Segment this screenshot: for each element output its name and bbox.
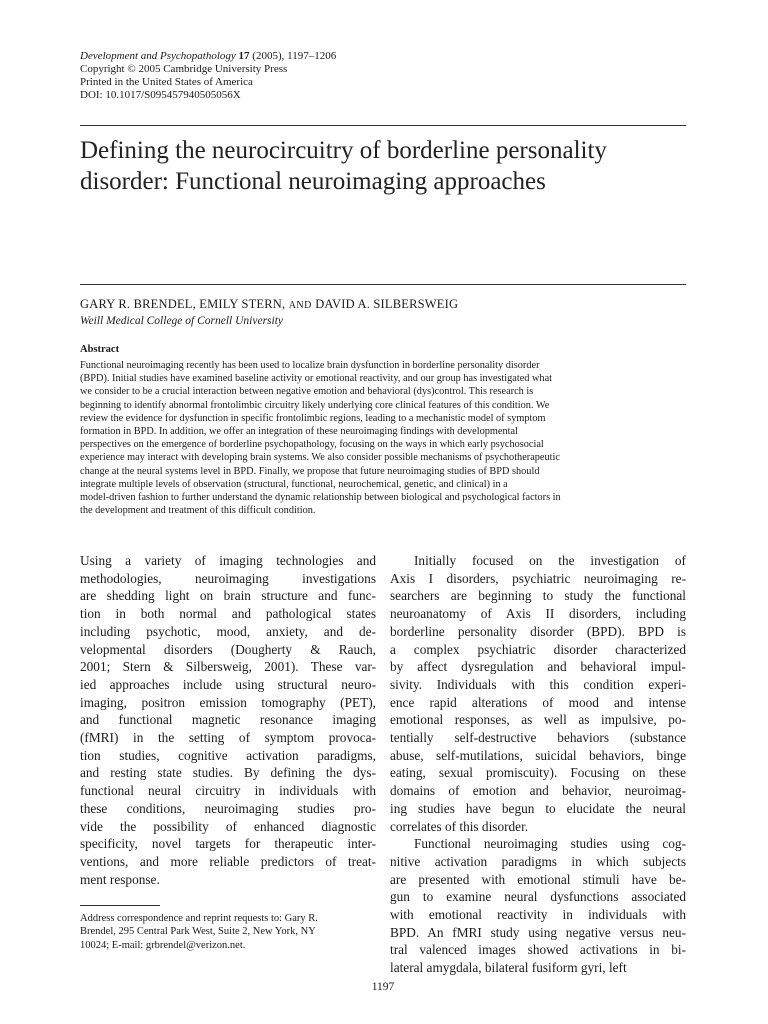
authors-part2: DAVID A. SILBERSWEIG	[315, 297, 459, 311]
body-text-line: functional neural circuitry in individuals with	[80, 783, 376, 799]
body-text-line: abuse, self-mutilations, suicidal behaviors, binge	[390, 747, 686, 763]
body-text-line: tion in both normal and pathological states	[80, 606, 376, 622]
body-text-line: (fMRI) in the setting of symptom provoca-	[80, 730, 376, 746]
journal-masthead	[80, 50, 336, 102]
body-text-line: with emotional reactivity in individuals with	[390, 907, 686, 923]
article-title: Defining the neurocircuitry of borderline personality disorder: Functional neuroimaging approaches	[80, 137, 607, 195]
body-text-line: imaging, positron emission tomography (PET),	[80, 694, 376, 710]
body-text-line: specificity, novel targets for therapeutic inter-	[80, 836, 376, 852]
body-text-line: ing studies have begun to elucidate the neural	[390, 800, 686, 816]
body-text-line: domains of emotion and behavior, neuroimag-	[390, 783, 686, 799]
body-text-line: velopmental disorders (Dougherty & Rauch,	[80, 641, 376, 657]
footnote-divider	[80, 905, 160, 906]
authors-and: AND	[288, 300, 312, 311]
abstract-line: we consider to be a crucial interaction between negative emotion and behavioral (dys)control. This research is	[80, 386, 534, 398]
abstract-line: review the evidence for dysfunction in specific frontolimbic regions, leading to a mechanistic model of symptom	[80, 412, 546, 424]
copyright-line: Copyright © 2005 Cambridge University Press	[80, 63, 288, 75]
header-divider	[80, 125, 686, 126]
abstract-line: model-driven fashion to further understand the dynamic relationship between biological and psychological factors in	[80, 492, 561, 504]
abstract-line: perspectives on the emergence of borderline psychopathology, focusing on the ways in which early psychosocial	[80, 439, 544, 451]
abstract-line: Functional neuroimaging recently has been used to localize brain dysfunction in borderline personality disorder	[80, 360, 540, 371]
body-text-line: nitive activation paradigms in which subjects	[390, 853, 686, 869]
doi-line: DOI: 10.1017/S095457940505056X	[80, 89, 241, 101]
footnote-line: Brendel, 295 Central Park West, Suite 2, New York, NY	[80, 926, 316, 938]
body-text-line: ence rapid alterations of mood and intense	[390, 694, 686, 710]
body-text-line: neuroanatomy of Axis II disorders, including	[390, 606, 686, 622]
body-text-line: Functional neuroimaging studies using cog-	[414, 836, 686, 852]
body-text-line: emotional responses, as well as impulsive, po-	[390, 712, 686, 728]
body-text-line: borderline personality disorder (BPD). BPD is	[390, 623, 686, 639]
body-text-line: a complex psychiatric disorder characterized	[390, 641, 686, 657]
authors-part1: GARY R. BRENDEL, EMILY STERN,	[80, 297, 286, 311]
page-number: 1197	[371, 981, 395, 993]
body-text-line: are shedding light on brain structure and func-	[80, 588, 376, 604]
article-page	[80, 0, 686, 1024]
body-text-line: including psychotic, mood, anxiety, and de-	[80, 623, 376, 639]
body-text-line: ment response.	[80, 871, 160, 887]
body-text-line: correlates of this disorder.	[390, 818, 529, 834]
body-text-line: 2001; Stern & Silbersweig, 2001). These var-	[80, 659, 376, 675]
abstract-line: (BPD). Initial studies have examined baseline activity or emotional reactivity, and our group has investigated what	[80, 373, 553, 385]
issue-info: (2005), 1197–1206	[252, 50, 337, 62]
journal-name: Development and Psychopathology	[80, 50, 236, 62]
body-text-line: methodologies, neuroimaging investigations	[80, 570, 376, 586]
body-text-line: tentially self-destructive behaviors (substance	[390, 730, 686, 746]
body-text-line: searchers are beginning to study the functional	[390, 588, 686, 604]
body-text-line: eating, sexual promiscuity). Focusing on these	[390, 765, 686, 781]
body-text-line: ventions, and more reliable predictors of treat-	[80, 853, 376, 869]
body-column-left	[80, 552, 376, 888]
abstract-line: formation in BPD. In addition, we offer an integration of these neuroimaging findings with developmental	[80, 426, 518, 438]
body-text-line: are presented with emotional stimuli have be-	[390, 871, 686, 887]
author-affiliation: Weill Medical College of Cornell University	[80, 315, 284, 327]
body-text-line: Axis I disorders, psychiatric neuroimaging re-	[390, 570, 686, 586]
body-text-line: ied approaches include using structural neuro-	[80, 676, 376, 692]
body-text-line: BPD. An fMRI study using negative versus neu-	[390, 924, 686, 940]
citation-line	[80, 50, 336, 63]
footnote-line: 10024; E-mail: grbrendel@verizon.net.	[80, 939, 246, 951]
correspondence-footnote	[80, 912, 376, 952]
body-text-line: vide the possibility of enhanced diagnostic	[80, 818, 376, 834]
abstract-line: change at the neural systems level in BPD. Finally, we propose that future neuroimaging studies of BPD should	[80, 465, 540, 477]
body-column-right	[390, 552, 686, 977]
abstract-body	[80, 359, 686, 517]
body-text-line: sivity. Individuals with this condition experi-	[390, 676, 686, 692]
body-text-line: these conditions, neuroimaging studies pro-	[80, 800, 376, 816]
abstract-line: experience may interact with developing brain systems. We also consider possible mechanisms of psychotherapeutic	[80, 452, 560, 464]
body-text-line: and resting state studies. By defining the dys-	[80, 765, 376, 781]
body-text-line: tral valenced images showed activations in bi-	[390, 942, 686, 958]
body-text-line: gun to examine neural dysfunctions associated	[390, 889, 686, 905]
body-text-line: and functional magnetic resonance imaging	[80, 712, 376, 728]
footnote-line: Address correspondence and reprint requests to: Gary R.	[80, 913, 318, 924]
body-text-line: Using a variety of imaging technologies and	[80, 553, 376, 568]
abstract-line: the development and treatment of this difficult condition.	[80, 505, 316, 517]
title-divider	[80, 284, 686, 285]
body-text-line: tion studies, cognitive activation paradigms,	[80, 747, 376, 763]
body-text-line: Initially focused on the investigation of	[414, 553, 686, 568]
printed-line: Printed in the United States of America	[80, 76, 253, 88]
abstract-line: beginning to identify abnormal frontolimbic circuitry likely underlying core clinical features of this condition. We	[80, 399, 550, 411]
abstract-line: integrate multiple levels of observation (structural, functional, neurochemical, genetic, and clinical) in a	[80, 478, 508, 490]
abstract-heading: Abstract	[80, 344, 120, 355]
journal-volume: 17	[238, 50, 250, 62]
body-text-line: by affect dysregulation and behavioral impul-	[390, 659, 686, 675]
author-list	[80, 297, 458, 312]
body-text-line: lateral amygdala, bilateral fusiform gyri, left	[390, 960, 627, 976]
